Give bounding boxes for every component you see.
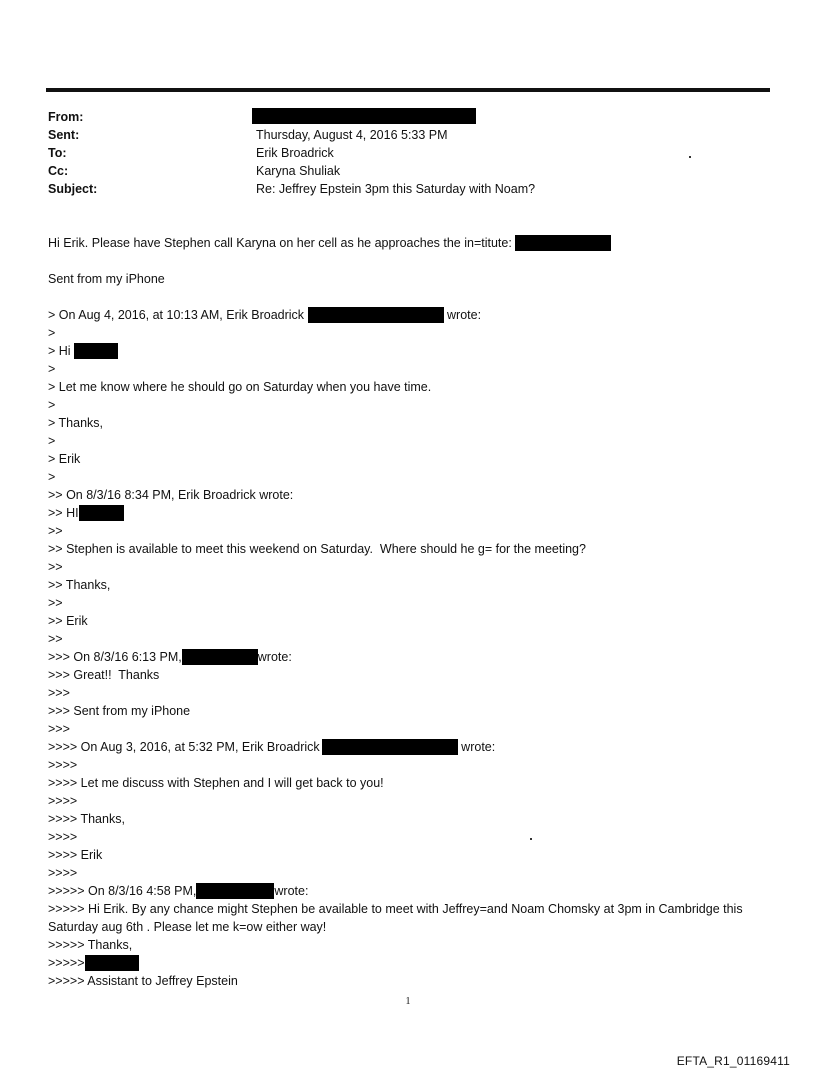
sent-row	[48, 126, 768, 144]
subject-row	[48, 180, 768, 198]
from-row	[48, 108, 768, 126]
quote-text: >>>>>	[48, 956, 85, 970]
quote-line: >>> Great!! Thanks	[48, 668, 160, 682]
quote-line: > Thanks,	[48, 416, 104, 430]
to-row	[48, 144, 768, 162]
quote-line: >>>>	[48, 758, 78, 772]
quote-line: >>>>	[48, 866, 78, 880]
quote-line: >>>	[48, 722, 70, 736]
quote-line	[48, 828, 778, 846]
quote-line: >>>> Thanks,	[48, 812, 125, 826]
quote-line: >	[48, 362, 56, 376]
body-text: Hi Erik. Please have Stephen call Karyna on her cell as he approaches the in=titute:	[48, 236, 512, 250]
email-redaction	[308, 307, 444, 323]
quote-line	[48, 738, 778, 756]
header-rule	[46, 88, 770, 92]
quote-text: > On Aug 4, 2016, at 10:13 AM, Erik Broadrick	[48, 308, 305, 322]
subject-label: Subject:	[48, 182, 98, 196]
cc-row	[48, 162, 768, 180]
quote-line: >>>> Erik	[48, 848, 103, 862]
quote-line: >>>>	[48, 794, 78, 808]
quote-line: >	[48, 326, 56, 340]
quote-text: wrote:	[257, 650, 292, 664]
quote-text: >> HI	[48, 506, 79, 520]
name-redaction	[74, 343, 118, 359]
quote-line: >>>>> Hi Erik. By any chance might Stephen be available to meet with Jeffrey=and Noam Chomsky at 3pm in Cambridge this Saturday aug 6th . Please let me k=ow either way!	[48, 902, 743, 934]
stray-dot	[530, 838, 532, 840]
quote-line: >>>> Let me discuss with Stephen and I will get back to you!	[48, 776, 384, 790]
quote-line	[48, 648, 778, 666]
page-number: 1	[405, 996, 411, 1007]
subject-value: Re: Jeffrey Epstein 3pm this Saturday with Noam?	[256, 182, 536, 196]
from-label: From:	[48, 110, 84, 124]
to-label: To:	[48, 146, 67, 160]
quote-text: wrote:	[447, 308, 482, 322]
quote-line: >	[48, 398, 56, 412]
signature-line: Sent from my iPhone	[48, 272, 165, 286]
quoted-thread	[48, 306, 778, 990]
quote-text: wrote:	[274, 884, 309, 898]
quote-line: >>	[48, 632, 63, 646]
quote-line: >>>	[48, 686, 70, 700]
name-redaction	[85, 955, 139, 971]
quote-line: >>> Sent from my iPhone	[48, 704, 191, 718]
from-redaction	[252, 108, 476, 124]
cc-label: Cc:	[48, 164, 69, 178]
email-redaction	[322, 739, 458, 755]
name-redaction	[79, 505, 124, 521]
quote-text: wrote:	[461, 740, 496, 754]
quote-line: >>	[48, 596, 63, 610]
email-header	[48, 108, 768, 198]
quote-line	[48, 306, 778, 324]
signature-block	[48, 270, 778, 288]
body-line	[48, 234, 778, 252]
quote-line	[48, 504, 778, 522]
quote-text: >>> On 8/3/16 6:13 PM,	[48, 650, 182, 664]
quote-line: >>>>> Thanks,	[48, 938, 133, 952]
sender-redaction	[182, 649, 258, 665]
quote-line: >	[48, 470, 56, 484]
quote-line: >> Thanks,	[48, 578, 111, 592]
cc-value: Karyna Shuliak	[256, 164, 341, 178]
quote-line	[48, 342, 778, 360]
quote-line: >>	[48, 524, 63, 538]
quote-line: > Let me know where he should go on Saturday when you have time.	[48, 380, 432, 394]
quote-line: > Erik	[48, 452, 81, 466]
quote-line	[48, 882, 778, 900]
to-value: Erik Broadrick	[256, 146, 334, 160]
quote-text: >>>> On Aug 3, 2016, at 5:32 PM, Erik Broadrick	[48, 740, 320, 754]
sender-redaction	[196, 883, 274, 899]
sent-value: Thursday, August 4, 2016 5:33 PM	[256, 128, 448, 142]
quote-text: >>>>> On 8/3/16 4:58 PM,	[48, 884, 197, 898]
phone-redaction	[515, 235, 611, 251]
stray-dot	[689, 156, 691, 158]
quote-line: >> Erik	[48, 614, 88, 628]
message-body	[48, 234, 778, 252]
quote-line: >	[48, 434, 56, 448]
quote-line: >>	[48, 560, 63, 574]
quote-line: >> Stephen is available to meet this weekend on Saturday. Where should he g= for the meeting?	[48, 542, 586, 556]
quote-text: > Hi	[48, 344, 71, 358]
quote-line: >>>>> Assistant to Jeffrey Epstein	[48, 974, 238, 988]
document-id: EFTA_R1_01169411	[676, 1054, 790, 1068]
quote-line: >> On 8/3/16 8:34 PM, Erik Broadrick wrote:	[48, 488, 294, 502]
quote-text: >>>>	[48, 830, 78, 844]
sent-label: Sent:	[48, 128, 80, 142]
quote-line	[48, 954, 778, 972]
